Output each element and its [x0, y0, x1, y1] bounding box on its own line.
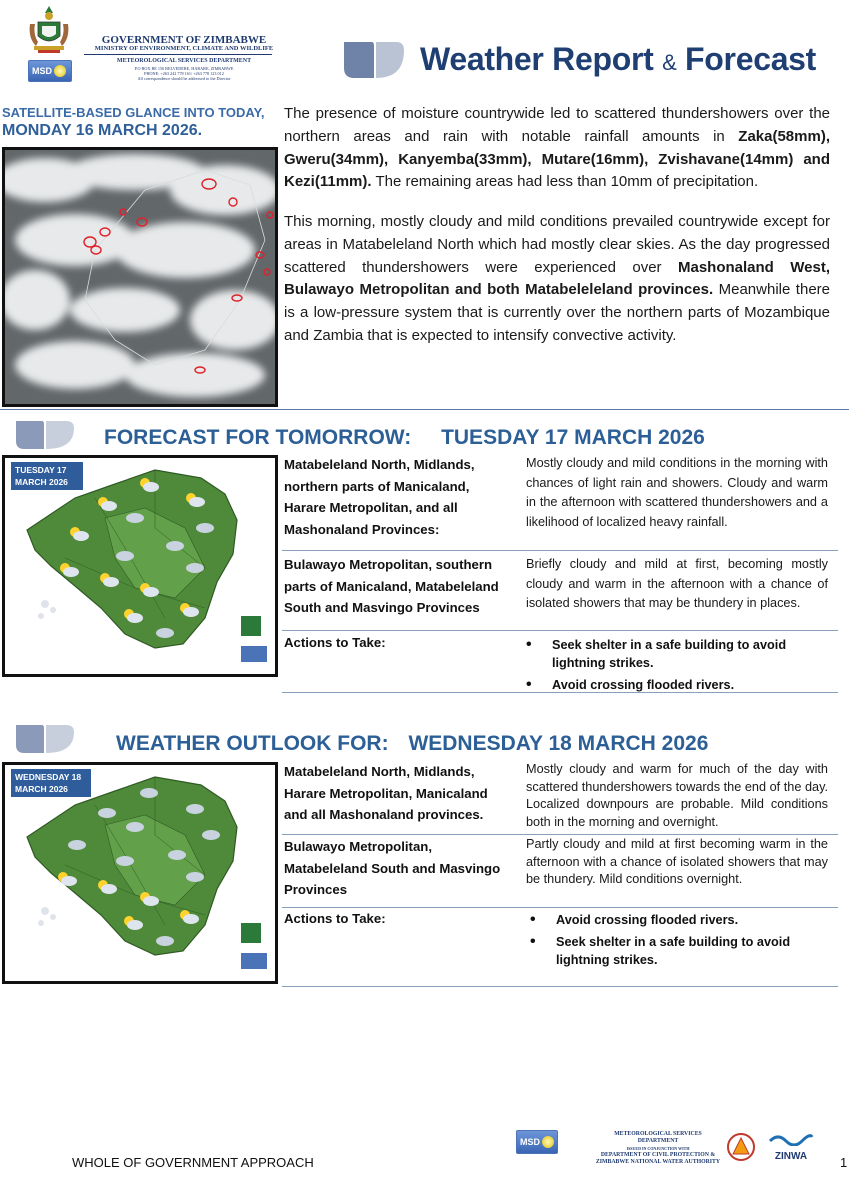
- sun-icon: [542, 1136, 554, 1148]
- section-divider: [0, 409, 849, 410]
- zinwa-logo: ZINWA: [768, 1132, 814, 1164]
- outlook-desc-1: Mostly cloudy and warm for much of the day with scattered thundershowers towards the end of the day. Localized downpours are probable. Mild conditions both in the morning and overnight.: [526, 762, 828, 829]
- department-name: METEOROLOGICAL SERVICES DEPARTMENT: [116, 58, 252, 64]
- list-item: • Seek shelter in a safe building to avoid lightning strikes.: [530, 933, 828, 969]
- rainfall-summary: The presence of moisture countrywide led to scattered thundershowers over the northern areas and rain with notable rainfall amounts in Zaka(58mm), Gweru(34mm), Kanyemba(33mm), Mutare(16mm), Zvishavane(14mm) and Kezi(11mm). The remaining areas had less than 10mm of precipitation.: [284, 105, 830, 191]
- outlook-actions-label: Actions to Take:: [284, 911, 386, 926]
- satellite-heading: SATELLITE-BASED GLANCE INTO TODAY,: [2, 105, 265, 120]
- outlook-heading: WEATHER OUTLOOK FOR: WEDNESDAY 18 MARCH 2026: [116, 732, 709, 755]
- msd-logo: MSD: [28, 60, 72, 82]
- footer-departments: METEOROLOGICAL SERVICES DEPARTMENT ISSUED IN CONJUNCTION WITH DEPARTMENT OF CIVIL PROTECTION & ZIMBABWE NATIONAL WATER AUTHORITY: [595, 1131, 721, 1165]
- forecast-heading: FORECAST FOR TOMORROW: TUESDAY 17 MARCH 2026: [104, 426, 705, 449]
- report-title: Weather Report & Forecast: [420, 41, 817, 77]
- outlook-map: [2, 762, 278, 984]
- outlook-desc-2: Partly cloudy and mild at first becoming warm in the afternoon with a chance of isolated showers that may be thundery. Mild conditions overnight.: [526, 837, 828, 887]
- outlook-region-1: Matabeleland North, Midlands, Harare Metropolitan, Manicaland and all Mashonaland provinces.: [284, 764, 488, 822]
- forecast-region-1: Matabeleland North, Midlands, northern parts of Manicaland, Harare Metropolitan, and all Mashonaland Provinces:: [284, 457, 475, 537]
- leaf-logo-icon: [14, 723, 76, 755]
- header-rule: [84, 54, 272, 55]
- forecast-region-2: Bulawayo Metropolitan, southern parts of Manicaland, Matabeleland South and Masvingo Provinces: [284, 557, 499, 615]
- page-number: 1: [840, 1155, 848, 1170]
- coat-of-arms-icon: [24, 4, 74, 54]
- outlook-map-date: WEDNESDAY 18 MARCH 2026: [11, 769, 91, 797]
- forecast-map: [2, 455, 278, 677]
- footer-approach: WHOLE OF GOVERNMENT APPROACH: [72, 1155, 314, 1170]
- forecast-desc-2: Briefly cloudy and mild at first, becoming mostly cloudy and warm in the afternoon with a chance of isolated showers that may be thundery in places.: [526, 557, 828, 610]
- table-rule: [282, 692, 838, 693]
- list-item: • Seek shelter in a safe building to avoid lightning strikes.: [526, 636, 826, 672]
- satellite-image: [2, 147, 278, 407]
- footer-msd-logo: MSD: [516, 1130, 558, 1154]
- civil-protection-logo: [726, 1132, 756, 1162]
- outlook-region-2: Bulawayo Metropolitan, Matabeleland South and Masvingo Provinces: [284, 839, 501, 897]
- leaf-logo-icon: [14, 419, 76, 451]
- table-rule: [282, 986, 838, 987]
- conditions-summary: This morning, mostly cloudy and mild conditions prevailed countrywide except for areas in Matabeleland North which had mostly clear skies. As the day progressed scattered thundershowers were experienced over Mashonaland West, Bulawayo Metropolitan and both Matabeleleland provinces. Meanwhile there is a low-pressure system that is currently over the northern parts of Mozambique and Zambia that is expected to intensify convective activity.: [284, 213, 830, 344]
- list-item: • Avoid crossing flooded rivers.: [530, 911, 828, 929]
- table-rule: [282, 550, 838, 551]
- forecast-map-date: TUESDAY 17 MARCH 2026: [11, 462, 83, 490]
- leaf-logo-icon: [342, 40, 406, 80]
- forecast-desc-1: Mostly cloudy and mild conditions in the morning with chances of light rain and showers. Cloudy and warm in the afternoon with scattered thundershowers and a likelihood of localized heavy rainfall.: [526, 456, 828, 529]
- sun-icon: [54, 65, 66, 77]
- department-address: P.O BOX BE 150 BELVEDERE, HARARE, ZIMBABWE PHONE: +263 242 778 161/ +263 778 123 012 All correspondence should be addressed to the Director: [134, 66, 234, 81]
- forecast-actions-label: Actions to Take:: [284, 635, 386, 650]
- outlook-actions-list: [530, 911, 828, 973]
- ministry-name: MINISTRY OF ENVIRONMENT, CLIMATE AND WILDLIFE: [94, 45, 274, 52]
- table-rule: [282, 834, 838, 835]
- table-rule: [282, 630, 838, 631]
- government-title: GOVERNMENT OF ZIMBABWE: [101, 34, 267, 46]
- satellite-date: MONDAY 16 MARCH 2026.: [2, 122, 203, 139]
- forecast-actions-list: [526, 636, 826, 698]
- list-item: • Avoid crossing flooded rivers.: [526, 676, 826, 694]
